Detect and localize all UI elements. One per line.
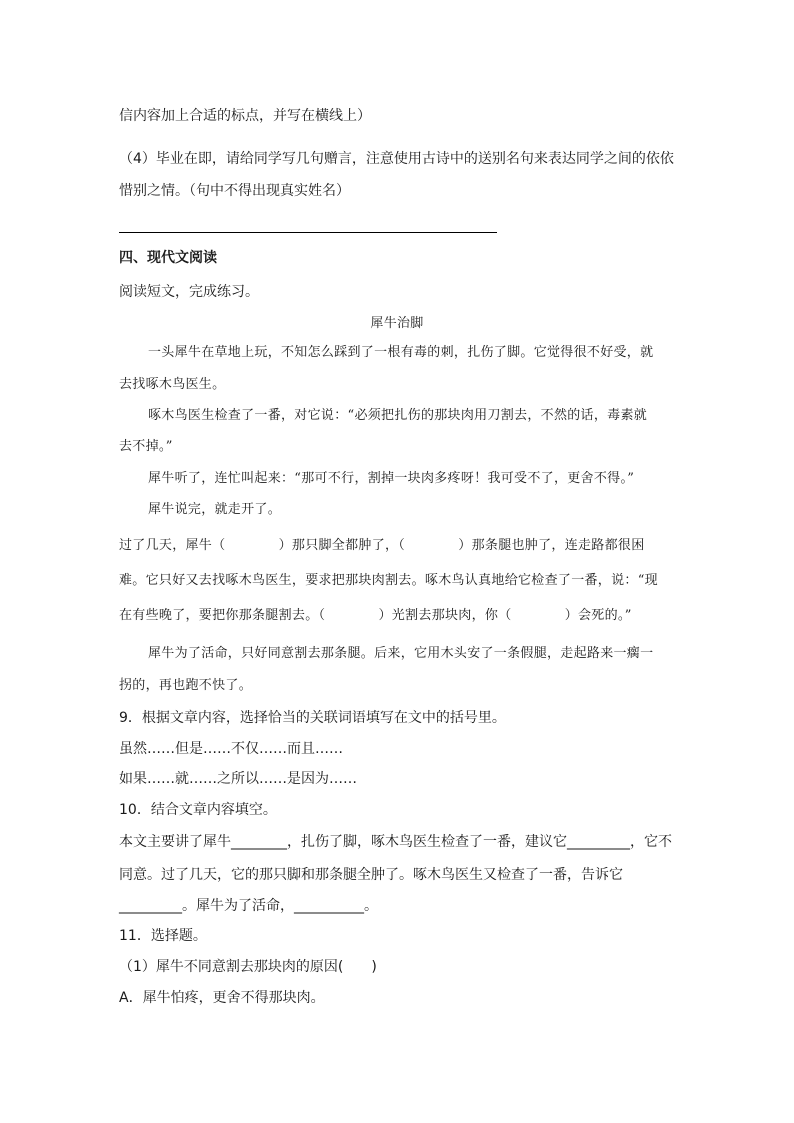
word-options: 如果……就……之所以……是因为…… (119, 771, 357, 787)
story-paragraph: 犀牛听了，连忙叫起来：“那可不行，割掉一块肉多疼呀！我可受不了，更舍不得。” (148, 471, 635, 486)
story-paragraph: 过了几天，犀牛（ ）那只脚全都肿了，（ ）那条腿也肿了，连走路都很困 (119, 538, 645, 553)
fill-blank-text: 同意。过了几天，它的那只脚和那条腿全肿了。啄木鸟医生又检查了一番，告诉它 (119, 867, 623, 883)
text-line: 信内容加上合适的标点，并写在横线上） (119, 108, 371, 124)
instruction: 阅读短文，完成练习。 (119, 284, 259, 300)
answer-blank-line[interactable] (119, 232, 497, 233)
text-line: 惜别之情。（句中不得出现真实姓名） (119, 183, 350, 199)
story-paragraph: 去找啄木鸟医生。 (119, 377, 226, 392)
section-heading: 四、现代文阅读 (119, 250, 217, 266)
story-paragraph: 在有些晚了，要把你那条腿割去。（ ）光割去那块肉，你（ ）会死的。” (119, 608, 632, 623)
story-paragraph: 拐的，再也跑不快了。 (119, 678, 253, 693)
story-paragraph: 难。它只好又去找啄木鸟医生，要求把那块肉割去。啄木鸟认真地给它检查了一番，说：“现 (119, 573, 658, 588)
option-a[interactable]: A．犀牛怕疼，更舍不得那块肉。 (119, 990, 325, 1006)
story-paragraph: 啄木鸟医生检查了一番，对它说：“必须把扎伤的那块肉用刀割去，不然的话，毒素就 (148, 408, 648, 423)
story-paragraph: 犀牛为了活命，只好同意割去那条腿。后来，它用木头安了一条假腿，走起路来一瘸一 (148, 646, 654, 661)
story-paragraph: 犀牛说完，就走开了。 (148, 502, 282, 517)
question-9: 9．根据文章内容，选择恰当的关联词语填写在文中的括号里。 (119, 710, 506, 726)
word-options: 虽然……但是……不仅……而且…… (119, 741, 343, 757)
fill-blank-text[interactable]: _________。犀牛为了活命，__________。 (119, 898, 378, 914)
story-paragraph: 去不掉。” (119, 439, 173, 454)
story-paragraph: 一头犀牛在草地上玩，不知怎么踩到了一根有毒的刺，扎伤了脚。它觉得很不好受，就 (148, 345, 654, 360)
fill-blank-text[interactable]: 本文主要讲了犀牛________，扎伤了脚，啄木鸟医生检查了一番，建议它_________，它不 (119, 834, 672, 850)
question-10: 10．结合文章内容填空。 (119, 802, 277, 818)
question-4-line: （4）毕业在即，请给同学写几句赠言，注意使用古诗中的送别名句来表达同学之间的依依 (119, 151, 674, 167)
story-title: 犀牛治脚 (370, 316, 424, 331)
question-11-1: （1）犀牛不同意割去那块肉的原因( ) (119, 959, 377, 975)
question-11: 11．选择题。 (119, 928, 207, 944)
